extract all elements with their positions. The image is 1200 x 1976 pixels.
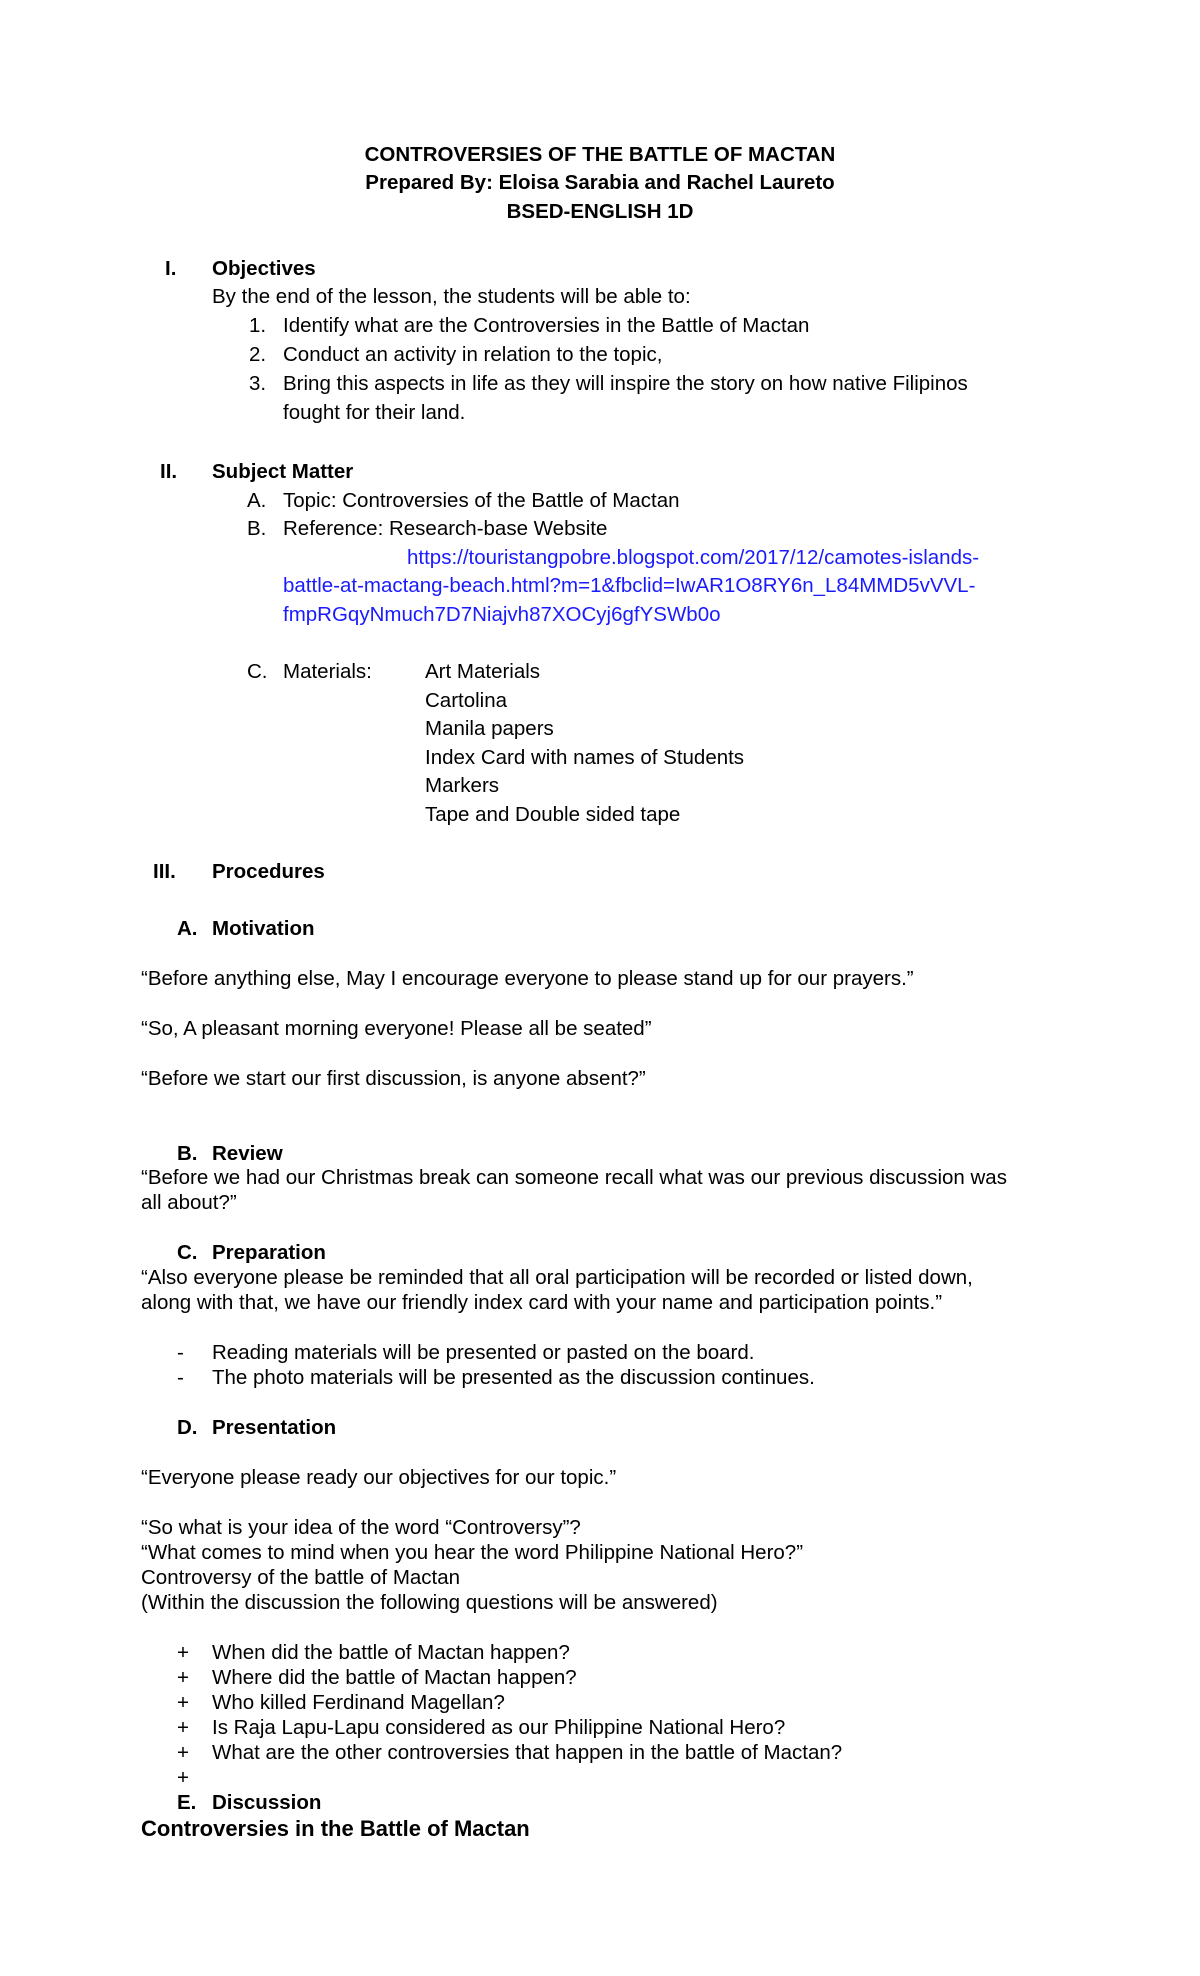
review-text: all about?” bbox=[141, 1191, 237, 1214]
question-item: When did the battle of Mactan happen? bbox=[212, 1641, 570, 1664]
discussion-title: Controversies in the Battle of Mactan bbox=[141, 1816, 530, 1841]
material-item: Manila papers bbox=[425, 717, 554, 740]
bullet-mark: + bbox=[177, 1741, 189, 1764]
presentation-heading: Presentation bbox=[212, 1416, 337, 1439]
presentation-quote: “Everyone please ready our objectives for our topic.” bbox=[141, 1466, 617, 1489]
list-letter: C. bbox=[177, 1241, 198, 1264]
preparation-bullet: The photo materials will be presented as the discussion continues. bbox=[212, 1366, 815, 1389]
objective-item: Bring this aspects in life as they will inspire the story on how native Filipinos bbox=[283, 372, 968, 395]
reference-text: Reference: Research-base Website bbox=[283, 517, 608, 540]
review-text: “Before we had our Christmas break can someone recall what was our previous discussion was bbox=[141, 1166, 1007, 1189]
list-letter: A. bbox=[177, 917, 198, 940]
presentation-text: Controversy of the battle of Mactan bbox=[141, 1566, 461, 1589]
review-heading: Review bbox=[212, 1142, 283, 1165]
reference-link[interactable]: https://touristangpobre.blogspot.com/2017/12/camotes-islands- bbox=[407, 546, 980, 569]
topic-text: Topic: Controversies of the Battle of Mactan bbox=[283, 489, 680, 512]
materials-label: Materials: bbox=[283, 660, 372, 683]
question-item: Who killed Ferdinand Magellan? bbox=[212, 1691, 505, 1714]
question-item: What are the other controversies that happen in the battle of Mactan? bbox=[212, 1741, 843, 1764]
list-letter: B. bbox=[247, 517, 267, 540]
material-item: Tape and Double sided tape bbox=[425, 803, 681, 826]
preparation-text: “Also everyone please be reminded that all oral participation will be recorded or listed down, bbox=[141, 1266, 973, 1289]
bullet-mark: - bbox=[177, 1341, 184, 1364]
prepared-by: Prepared By: Eloisa Sarabia and Rachel Laureto bbox=[365, 171, 835, 194]
objective-item-continued: fought for their land. bbox=[283, 401, 466, 424]
material-item: Cartolina bbox=[425, 689, 508, 712]
list-number: 2. bbox=[249, 343, 267, 366]
list-number: 1. bbox=[249, 314, 267, 337]
bullet-mark: + bbox=[177, 1716, 189, 1739]
list-letter: D. bbox=[177, 1416, 198, 1439]
material-item: Art Materials bbox=[425, 660, 541, 683]
preparation-heading: Preparation bbox=[212, 1241, 326, 1264]
objective-item: Identify what are the Controversies in the Battle of Mactan bbox=[283, 314, 810, 337]
bullet-mark: + bbox=[177, 1641, 189, 1664]
procedures-heading: Procedures bbox=[212, 860, 325, 883]
course-label: BSED-ENGLISH 1D bbox=[506, 200, 694, 223]
list-letter: C. bbox=[247, 660, 268, 683]
motivation-quote: “Before we start our first discussion, is anyone absent?” bbox=[141, 1067, 646, 1090]
list-number: 3. bbox=[249, 372, 267, 395]
material-item: Markers bbox=[425, 774, 500, 797]
material-item: Index Card with names of Students bbox=[425, 746, 745, 769]
motivation-quote: “Before anything else, May I encourage everyone to please stand up for our prayers.” bbox=[141, 967, 914, 990]
section-numeral: I. bbox=[165, 257, 177, 280]
list-letter: E. bbox=[177, 1791, 197, 1814]
objectives-heading: Objectives bbox=[212, 257, 316, 280]
subject-matter-heading: Subject Matter bbox=[212, 460, 354, 483]
section-numeral: II. bbox=[160, 460, 178, 483]
motivation-quote: “So, A pleasant morning everyone! Please all be seated” bbox=[141, 1017, 652, 1040]
motivation-heading: Motivation bbox=[212, 917, 315, 940]
list-letter: A. bbox=[247, 489, 267, 512]
objective-item: Conduct an activity in relation to the topic, bbox=[283, 343, 663, 366]
presentation-text: “So what is your idea of the word “Controversy”? bbox=[141, 1516, 581, 1539]
discussion-heading: Discussion bbox=[212, 1791, 322, 1814]
presentation-text: “What comes to mind when you hear the word Philippine National Hero?” bbox=[141, 1541, 804, 1564]
question-item: Where did the battle of Mactan happen? bbox=[212, 1666, 577, 1689]
bullet-mark: + bbox=[177, 1666, 189, 1689]
bullet-mark: + bbox=[177, 1766, 189, 1789]
bullet-mark: + bbox=[177, 1691, 189, 1714]
question-item: Is Raja Lapu-Lapu considered as our Philippine National Hero? bbox=[212, 1716, 786, 1739]
preparation-bullet: Reading materials will be presented or pasted on the board. bbox=[212, 1341, 755, 1364]
section-numeral: III. bbox=[153, 860, 176, 883]
list-letter: B. bbox=[177, 1142, 198, 1165]
presentation-text: (Within the discussion the following questions will be answered) bbox=[141, 1591, 718, 1614]
preparation-text: along with that, we have our friendly index card with your name and participation points.” bbox=[141, 1291, 943, 1314]
bullet-mark: - bbox=[177, 1366, 184, 1389]
reference-link[interactable]: fmpRGqyNmuch7D7Niajvh87XOCyj6gfYSWb0o bbox=[283, 603, 721, 626]
reference-link[interactable]: battle-at-mactang-beach.html?m=1&fbclid=IwAR1O8RY6n_L84MMD5vVVL- bbox=[283, 574, 976, 597]
document-title: CONTROVERSIES OF THE BATTLE OF MACTAN bbox=[364, 143, 836, 166]
objectives-intro: By the end of the lesson, the students will be able to: bbox=[212, 285, 691, 308]
